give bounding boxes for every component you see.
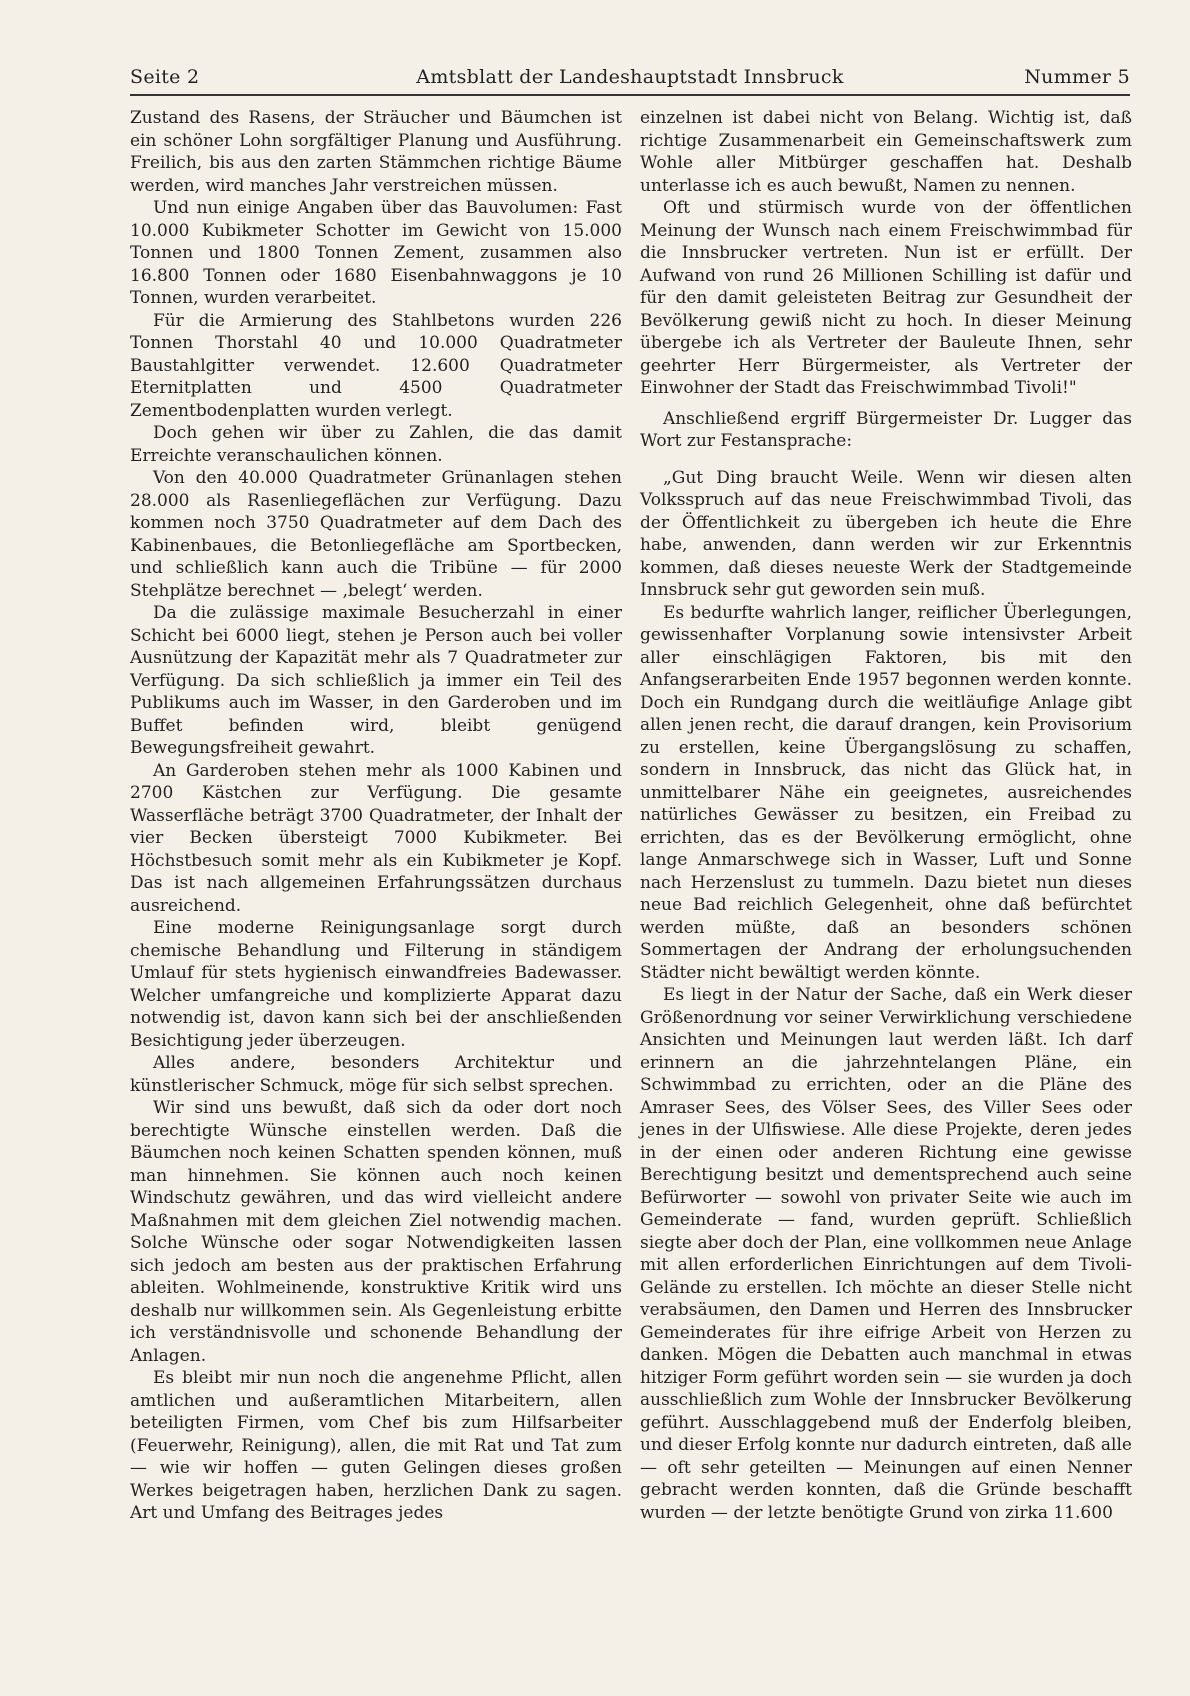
header-divider xyxy=(130,94,1130,96)
right-column xyxy=(640,107,1132,1524)
paragraph: Es liegt in der Natur der Sache, daß ein Werk dieser Größenordnung vor seiner Verwirklichung verschiedene Ansichten und Meinungen laut werden läßt. Ich darf erinnern an die jahrzehntelangen Pläne, ein Schwimmbad zu errichten, oder an die Pläne des Amraser Sees, des Völser Sees, des Viller Sees oder jenes in der Ulfiswiese. Alle diese Projekte, deren jedes in der einen oder anderen Richtung eine gewisse Berechtigung besitzt und dementsprechend auch seine Befürworter — sowohl von privater Seite wie auch im Gemeinderate — fand, wurden geprüft. Schließlich siegte aber doch der Plan, eine vollkommen neue Anlage mit allen erforderlichen Einrichtungen auf dem Tivoli-Gelände zu erstellen. Ich möchte an dieser Stelle nicht verabsäumen, den Damen und Herren des Innsbrucker Gemeinderates für ihre eifrige Arbeit von Herzen zu danken. Mögen die Debatten auch manchmal in etwas hitziger Form geführt worden sein — sie wurden ja doch ausschließlich zum Wohle der Innsbrucker Bevölkerung geführt. Ausschlaggebend muß der Enderfolg bleiben, und dieser Erfolg konnte nur dadurch eintreten, daß alle — oft sehr geteilten — Meinungen auf einen Nenner gebracht werden konnten, daß die Gründe beschafft wurden — der letzte benötigte Grund von zirka 11.600 xyxy=(640,985,1132,1523)
paragraph: Wir sind uns bewußt, daß sich da oder dort noch berechtigte Wünsche einstellen werden. Daß die Bäumchen noch keinen Schatten spenden können, muß man hinnehmen. Sie können auch noch keinen Windschutz gewähren, und das wird vielleicht andere Maßnahmen mit dem gleichen Ziel notwendig machen. Solche Wünsche oder sogar Notwendigkeiten lassen sich jedoch am besten aus der praktischen Erfahrung ableiten. Wohlmeinende, konstruktive Kritik wird uns deshalb nur willkommen sein. Als Gegenleistung erbitte ich verständnisvolle und schonende Behandlung der Anlagen. xyxy=(130,1098,622,1366)
speech-opening-paragraph: „Gut Ding braucht Weile. Wenn wir diesen alten Volksspruch auf das neue Freischwimmbad Tivoli, das der Öffentlichkeit zu übergeben ich heute die Ehre habe, anwenden, dann werden wir zur Erkenntnis kommen, daß dieses neueste Werk der Stadtgemeinde Innsbruck sehr gut geworden sein muß. xyxy=(640,467,1132,600)
publication-title: Amtsblatt der Landeshauptstadt Innsbruck xyxy=(416,66,844,88)
paragraph: Da die zulässige maximale Besucherzahl in einer Schicht bei 6000 liegt, stehen je Person auch bei voller Ausnützung der Kapazität mehr als 7 Quadratmeter zur Verfügung. Da sich schließlich ja immer ein Teil des Publikums auch im Wasser, in den Garderoben und im Buffet befinden wird, bleibt genügend Bewegungsfreiheit gewahrt. xyxy=(130,603,622,758)
left-column xyxy=(130,107,622,1525)
paragraph: Und nun einige Angaben über das Bauvolumen: Fast 10.000 Kubikmeter Schotter im Gewicht von 15.000 Tonnen und 1800 Tonnen Zement, zusammen also 16.800 Tonnen oder 1680 Eisenbahnwaggons je 10 Tonnen, wurden verarbeitet. xyxy=(130,198,622,308)
paragraph: Es bedurfte wahrlich langer, reiflicher Überlegungen, gewissenhafter Vorplanung sowie intensivster Arbeit aller einschlägigen Faktoren, bis mit den Anfangserarbeiten Ende 1957 begonnen werden konnte. Doch ein Rundgang durch die weitläufige Anlage gibt allen jenen recht, die darauf drangen, kein Provisorium zu erstellen, keine Übergangslösung zu schaffen, sondern in Innsbruck, das nicht das Glück hat, in unmittelbarer Nähe ein geeignetes, ausreichendes natürliches Gewässer zu besitzen, ein Freibad zu errichten, das es der Bevölkerung ermöglicht, ohne lange Anmarschwege sich in Wasser, Luft und Sonne nach Herzenslust zu tummeln. Dazu bietet nun dieses neue Bad reichlich Gelegenheit, ohne daß befürchtet werden müßte, daß an besonders schönen Sommertagen der Andrang der erholungsuchenden Städter nicht bewältigt werden könnte. xyxy=(640,602,1132,983)
paragraph: Anschließend ergriff Bürgermeister Dr. Lugger das Wort zur Festansprache: xyxy=(640,408,1132,451)
page-header xyxy=(130,62,1130,92)
paragraph: Oft und stürmisch wurde von der öffentlichen Meinung der Wunsch nach einem Freischwimmbad für die Innsbrucker vertreten. Nun ist er erfüllt. Der Aufwand von rund 26 Millionen Schilling ist dafür und für den damit geleisteten Beitrag zur Gesundheit der Bevölkerung gewiß nicht zu hoch. In dieser Meinung übergebe ich als Vertreter der Bauleute Ihnen, sehr geehrter Herr Bürgermeister, als Vertreter der Einwohner der Stadt das Freischwimmbad Tivoli!" xyxy=(640,198,1132,398)
paragraph: Zustand des Rasens, der Sträucher und Bäumchen ist ein schöner Lohn sorgfältiger Planung und Ausführung. Freilich, bis aus den zarten Stämmchen richtige Bäume werden, wird manches Jahr verstreichen müssen. xyxy=(130,108,622,196)
paragraph: Eine moderne Reinigungsanlage sorgt durch chemische Behandlung und Filterung in ständigem Umlauf für stets hygienisch einwandfreies Badewasser. Welcher umfangreiche und komplizierte Apparat dazu notwendig ist, davon kann sich bei der anschließenden Besichtigung jeder überzeugen. xyxy=(130,918,622,1051)
paragraph: Für die Armierung des Stahlbetons wurden 226 Tonnen Thorstahl 40 und 10.000 Quadratmeter Baustahlgitter verwendet. 12.600 Quadratmeter Eternitplatten und 4500 Quadratmeter Zementbodenplatten wurden verlegt. xyxy=(130,310,622,421)
paragraph: einzelnen ist dabei nicht von Belang. Wichtig ist, daß richtige Zusammenarbeit ein Gemeinschaftswerk zum Wohle aller Mitbürger geschaffen hat. Deshalb unterlasse ich es auch bewußt, Namen zu nennen. xyxy=(640,108,1132,196)
page-number: Seite 2 xyxy=(130,66,200,88)
paragraph: Von den 40.000 Quadratmeter Grünanlagen stehen 28.000 als Rasenliegeflächen zur Verfügung. Dazu kommen noch 3750 Quadratmeter auf dem Dach des Kabinenbaues, die Betonliegefläche am Sportbecken, und schließlich kann auch die Tribüne — für 2000 Stehplätze berechnet — ‚belegt‘ werden. xyxy=(130,468,622,601)
paragraph: Es bleibt mir nun noch die angenehme Pflicht, allen amtlichen und außeramtlichen Mitarbeitern, allen beteiligten Firmen, vom Chef bis zum Hilfsarbeiter (Feuerwehr, Reinigung), allen, die mit Rat und Tat zum — wie wir hoffen — guten Gelingen dieses großen Werkes beigetragen haben, herzlichen Dank zu sagen. Art und Umfang des Beitrages jedes xyxy=(130,1368,622,1523)
paragraph: An Garderoben stehen mehr als 1000 Kabinen und 2700 Kästchen zur Verfügung. Die gesamte Wasserfläche beträgt 3700 Quadratmeter, der Inhalt der vier Becken übersteigt 7000 Kubikmeter. Bei Höchstbesuch somit mehr als ein Kubikmeter je Kopf. Das ist nach allgemeinen Erfahrungssätzen durchaus ausreichend. xyxy=(130,760,622,916)
paragraph: Alles andere, besonders Architektur und künstlerischer Schmuck, möge für sich selbst sprechen. xyxy=(130,1053,622,1096)
paragraph: Doch gehen wir über zu Zahlen, die das damit Erreichte veranschaulichen können. xyxy=(130,423,622,466)
issue-number: Nummer 5 xyxy=(1024,66,1130,88)
